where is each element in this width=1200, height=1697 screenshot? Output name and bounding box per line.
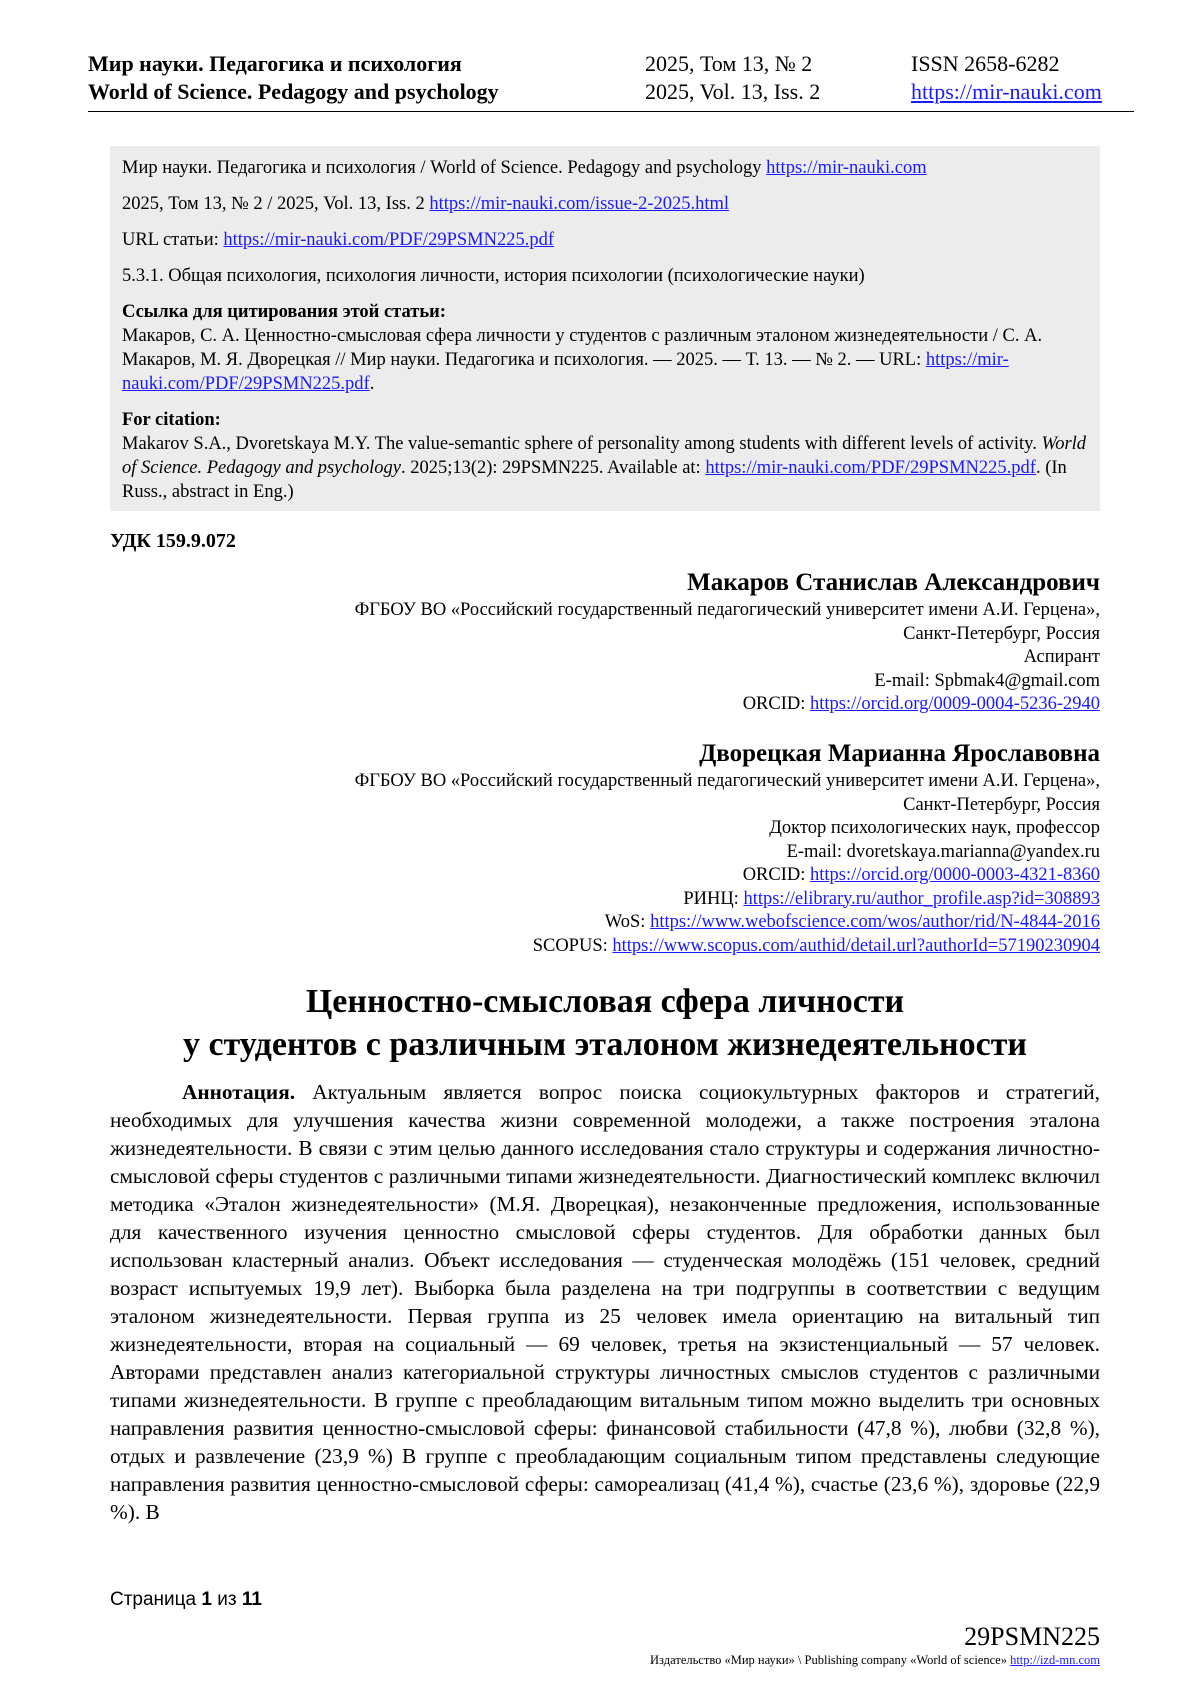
article-title — [110, 980, 1100, 1066]
wos-link[interactable]: https://www.webofscience.com/wos/author/rid/N-4844-2016 — [650, 912, 1100, 932]
author-name: Дворецкая Марианна Ярославовна — [699, 740, 1100, 767]
author-city: Санкт-Петербург, Россия — [903, 794, 1100, 815]
issue-ru: 2025, Том 13, № 2 — [645, 51, 813, 76]
running-header — [88, 50, 1124, 106]
issue-en: 2025, Vol. 13, Iss. 2 — [645, 79, 821, 104]
author-orcid: ORCID: https://orcid.org/0009-0004-5236-2940 — [742, 694, 1100, 714]
issue-link[interactable]: https://mir-nauki.com/issue-2-2025.html — [429, 194, 730, 214]
article-info-box — [110, 146, 1100, 511]
article-url-link[interactable]: https://mir-nauki.com/PDF/29PSMN225.pdf — [223, 230, 554, 250]
author-org: ФГБОУ ВО «Российский государственный педагогический университет имени А.И. Герцена», — [354, 600, 1100, 620]
page-number: Страница 1 из 11 — [110, 1589, 262, 1610]
journal-title-ru: Мир науки. Педагогика и психология — [88, 51, 462, 76]
header-divider — [88, 111, 1134, 112]
author-name: Макаров Станислав Александрович — [687, 569, 1100, 596]
author-scopus: SCOPUS: https://www.scopus.com/authid/detail.url?authorId=57190230904 — [532, 935, 1100, 956]
abstract-label: Аннотация. — [182, 1080, 296, 1104]
specialty-line: 5.3.1. Общая психология, психология личности, история психологии (психологические науки) — [122, 266, 865, 286]
publisher-link[interactable]: http://izd-mn.com — [1010, 1653, 1100, 1667]
citation-en-heading: For citation: — [122, 410, 221, 430]
publisher-line: Издательство «Мир науки» \ Publishing company «World of science» http://izd-mn.com — [650, 1653, 1100, 1667]
article-code: 29PSMN225 — [964, 1622, 1100, 1651]
orcid-link[interactable]: https://orcid.org/0000-0003-4321-8360 — [810, 865, 1100, 885]
citation-ru-link[interactable]: https://mir-nauki.com/PDF/29PSMN225.pdf — [122, 350, 1009, 394]
title-line-2: у студентов с различным эталоном жизнедеятельности — [182, 1026, 1028, 1063]
journal-line: Мир науки. Педагогика и психология / World of Science. Pedagogy and psychology https://mir-nauki.com — [122, 158, 927, 178]
journal-title-en: World of Science. Pedagogy and psychology — [88, 79, 499, 104]
orcid-link[interactable]: https://orcid.org/0009-0004-5236-2940 — [810, 694, 1100, 714]
author-position: Доктор психологических наук, профессор — [769, 818, 1100, 838]
author-position: Аспирант — [1023, 647, 1100, 667]
author-block-1 — [355, 567, 1100, 717]
author-email: E-mail: Spbmak4@gmail.com — [874, 670, 1100, 691]
author-org: ФГБОУ ВО «Российский государственный педагогический университет имени А.И. Герцена», — [354, 771, 1100, 791]
udk: УДК 159.9.072 — [110, 530, 236, 552]
abstract-text: Актуальным является вопрос поиска социокультурных факторов и стратегий, необходимых для улучшения качества жизни современной молодежи, а также построения эталона жизнедеятельности. В связи с этим целью данного исследования стало структуры и содержания личностно-смысловой сферы студентов с различными типами жизнедеятельности. Диагностический комплекс включил методика «Эталон жизнедеятельности» (М.Я. Дворецкая), незаконченные предложения, использованные для качественного изучения ценностно смысловой сферы студентов. Для обработки данных был использован кластерный анализ. Объект исследования — студенческая молодёжь (151 человек, средний возраст испытуемых 19,9 лет). Выборка была разделена на три подгруппы в соответствии с ведущим эталоном жизнедеятельности. Первая группа из 25 человек имела ориентацию на витальный тип жизнедеятельности, вторая на социальный — 69 человек, третья на экзистенциальный — 57 человек. Авторами представлен анализ категориальной структуры личностных смыслов студентов с различными типами жизнедеятельности. В группе с преобладающим витальным типом можно выделить три основных направления развития ценностно-смысловой сферы: финансовой стабильности (47,8 %), любви (32,8 %), отдых и развлечение (23,9 %) В группе с преобладающим социальным типом представлены следующие направления развития ценностно-смысловой сферы: самореализац (41,4 %), счастье (23,6 %), здоровье (22,9 %). В — [110, 1080, 1100, 1524]
author-rinc: РИНЦ: https://elibrary.ru/author_profile.asp?id=308893 — [683, 888, 1100, 909]
citation-ru-heading: Ссылка для цитирования этой статьи: — [122, 302, 446, 322]
author-email: E-mail: dvoretskaya.marianna@yandex.ru — [786, 841, 1100, 862]
author-orcid: ORCID: https://orcid.org/0000-0003-4321-8360 — [742, 865, 1100, 885]
abstract — [110, 1078, 1100, 1526]
rinc-link[interactable]: https://elibrary.ru/author_profile.asp?id=308893 — [743, 888, 1100, 909]
author-wos: WoS: https://www.webofscience.com/wos/author/rid/N-4844-2016 — [604, 912, 1100, 932]
issue-line: 2025, Том 13, № 2 / 2025, Vol. 13, Iss. 2 https://mir-nauki.com/issue-2-2025.html — [122, 194, 730, 214]
title-line-1: Ценностно-смысловая сфера личности — [305, 983, 905, 1020]
citation-ru: Макаров, С. А. Ценностно-смысловая сфера личности у студентов с различным эталоном жизнедеятельности / С. А. Макаров, М. Я. Дворецкая // Мир науки. Педагогика и психология. — 2025. — Т. 13. — № 2. — URL: https://mir-nauki.com/PDF/29PSMN225.pdf. — [122, 326, 1043, 394]
url-line: URL статьи: https://mir-nauki.com/PDF/29PSMN225.pdf — [122, 230, 554, 250]
issn: ISSN 2658-6282 — [911, 51, 1060, 76]
citation-en-link[interactable]: https://mir-nauki.com/PDF/29PSMN225.pdf — [705, 458, 1036, 478]
author-city: Санкт-Петербург, Россия — [903, 623, 1100, 644]
scopus-link[interactable]: https://www.scopus.com/authid/detail.url?authorId=57190230904 — [612, 935, 1100, 956]
journal-link[interactable]: https://mir-nauki.com — [766, 158, 927, 178]
citation-en: Makarov S.A., Dvoretskaya M.Y. The value-semantic sphere of personality among students with different levels of activity. World of Science. Pedagogy and psychology. 2025;13(2): 29PSMN225. Available at: https://mir-nauki.com/PDF/29PSMN225.pdf. (In Russ., abstract in Eng.) — [122, 434, 1087, 502]
site-link[interactable]: https://mir-nauki.com — [911, 79, 1102, 104]
author-block-2 — [355, 738, 1100, 958]
